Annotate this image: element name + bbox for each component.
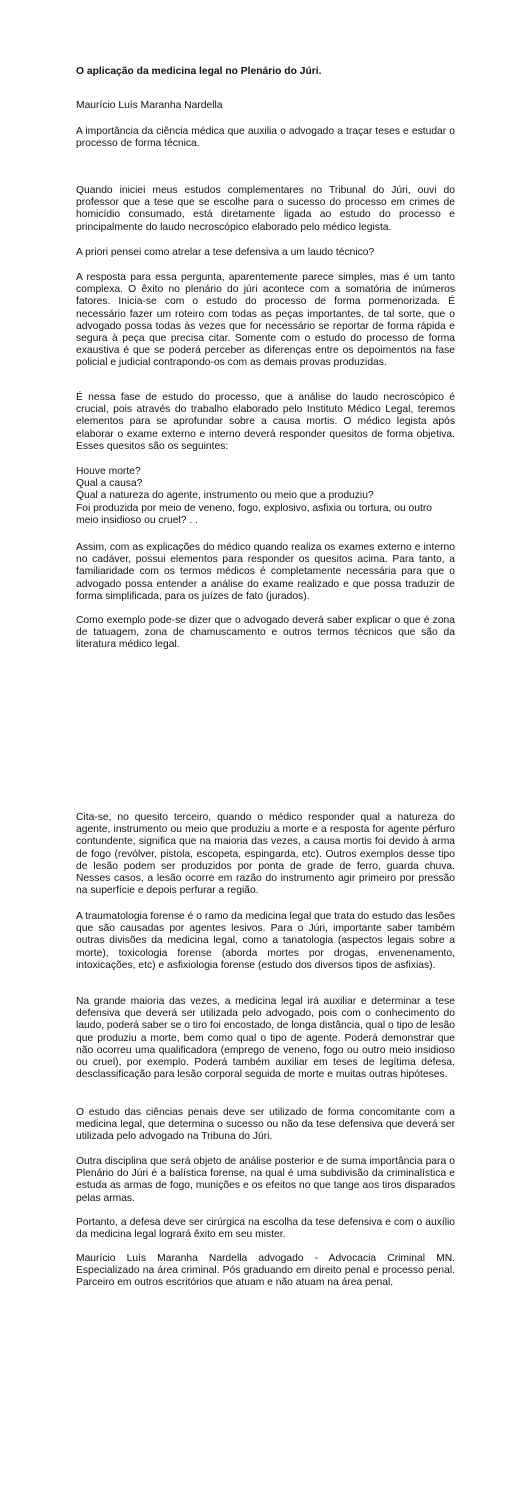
author-bio: Maurício Luís Maranha Nardella advogado - Advocacia Criminal MN. Especializado na área criminal. Pós graduando em direito penal e processo penal. Parceiro em outros escritórios que atuam e não atuam na área penal.: [76, 1253, 455, 1289]
paragraph: Assim, com as explicações do médico quando realiza os exames externo e interno no cadáver, possui elementos para responder os quesitos acima. Para tanto, a familiaridade com os termos médicos é completamente necessária para que o advogado possa entender a análise do exame realizado e que possa traduzir de forma simplificada, para os juízes de fato (jurados).: [76, 542, 455, 602]
paragraph: É nessa fase de estudo do processo, que a análise do laudo necroscópico é crucial, pois através do trabalho elaborado pelo Instituto Médico Legal, teremos elementos para se aprofundar sobre a causa mortis. O médico legista após elaborar o exame externo e interno deverá responder quesitos de forma objetiva. Esses quesitos são os seguintes:: [76, 392, 455, 452]
questions-list: [76, 466, 455, 527]
question-item: Foi produzida por meio de veneno, fogo, explosivo, asfixia ou tortura, ou outro meio insidioso ou cruel? . .: [76, 502, 433, 526]
question-item: Qual a causa?: [76, 478, 143, 490]
article-subtitle: A importância da ciência médica que auxilia o advogado a traçar teses e estudar o processo de forma técnica.: [76, 126, 455, 150]
author-name: Maurício Luís Maranha Nardella: [76, 100, 223, 111]
paragraph: A resposta para essa pergunta, aparentemente parece simples, mas é um tanto complexa. O êxito no plenário do júri acontece com a somatória de inúmeros fatores. Inicia-se com o estudo do processo de forma pormenorizada. É necessário fazer um roteiro com todas as peças importantes, de tal sorte, que o advogado possa todas às vezes que for necessário se reportar de forma rápida e segura à peça que precisa citar. Somente com o estudo do processo de forma exaustiva é que se poderá perceber as diferenças entre os depoimentos na fase policial e judicial contrapondo-os com as demais provas produzidas.: [76, 272, 455, 369]
paragraph: Quando iniciei meus estudos complementares no Tribunal do Júri, ouvi do professor que a tese que se escolhe para o sucesso do processo em crimes de homicídio consumado, está diretamente ligada ao estudo do processo e principalmente do laudo necroscópico elaborado pelo médico legista.: [76, 185, 455, 233]
paragraph: Outra disciplina que será objeto de análise posterior e de suma importância para o Plenário do Júri é a balística forense, na qual é uma subdivisão da criminalística e estuda as armas de fogo, munições e os efeitos no que tange aos tiros disparados pelas armas.: [76, 1156, 455, 1204]
paragraph: Cita-se, no quesito terceiro, quando o médico responder qual a natureza do agente, instrumento ou meio que produziu a morte e a resposta for agente pérfuro contundente, significa que na maioria das vezes, a causa mortis foi devido à arma de fogo (revólver, pistola, escopeta, espingarda, etc). Outros exemplos desse tipo de lesão podem ser produzidos por ponta de grade de ferro, guarda chuva. Nesses casos, a lesão ocorre em razão do instrumento agir primeiro por pressão na superfície e depois perfurar a região.: [76, 812, 455, 897]
question-item: Qual a natureza do agente, instrumento ou meio que a produziu?: [76, 490, 374, 502]
paragraph: Portanto, a defesa deve ser cirúrgica na escolha da tese defensiva e com o auxílio da medicina legal logrará êxito em seu mister.: [76, 1217, 455, 1241]
article-title: O aplicação da medicina legal no Plenário do Júri.: [76, 66, 322, 77]
paragraph: A traumatologia forense é o ramo da medicina legal que trata do estudo das lesões que são causadas por agentes lesivos. Para o Júri, importante saber também outras divisões da medicina legal, como a tanatologia (aspectos legais sobre a morte), toxicologia forense (aborda mortes por drogas, envenenamento, intoxicações, etc) e asfixiologia forense (estudo dos diversos tipos de asfixias).: [76, 911, 455, 971]
paragraph: A priori pensei como atrelar a tese defensiva a um laudo técnico?: [76, 247, 375, 258]
paragraph: O estudo das ciências penais deve ser utilizado de forma concomitante com a medicina legal, que determina o sucesso ou não da tese defensiva que deverá ser utilizada pelo advogado na Tribuna do Júri.: [76, 1107, 455, 1143]
question-item: Houve morte?: [76, 466, 141, 477]
paragraph: Como exemplo pode-se dizer que o advogado deverá saber explicar o que é zona de tatuagem, zona de chamuscamento e outros termos técnicos que são da literatura médico legal.: [76, 615, 455, 651]
paragraph: Na grande maioria das vezes, a medicina legal irá auxiliar e determinar a tese defensiva que deverá ser utilizada pelo advogado, pois com o conhecimento do laudo, poderá saber se o tiro foi encostado, de longa distância, qual o tipo de lesão que produziu a morte, bem como qual o tipo de agente. Poderá demonstrar que não ocorreu uma qualificadora (emprego de veneno, fogo ou outro meio insidioso ou cruel), por exemplo. Poderá também auxiliar em teses de legítima defesa, desclassificação para lesão corporal seguida de morte e muitas outras hipóteses.: [76, 996, 455, 1081]
